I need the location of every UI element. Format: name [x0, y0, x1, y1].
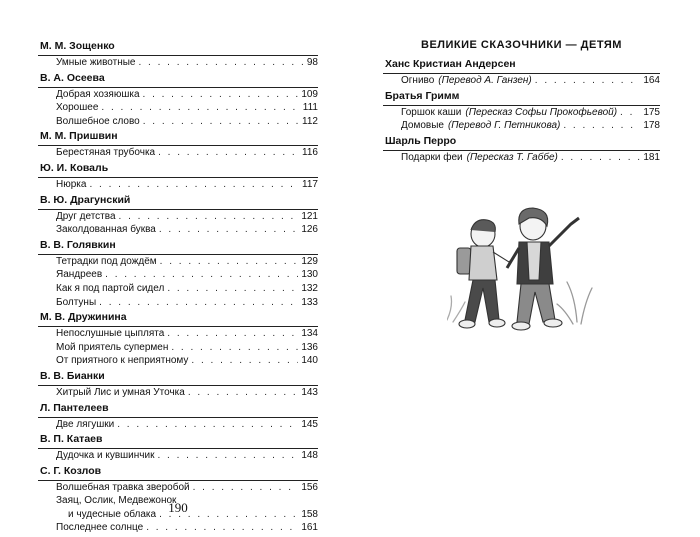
- entry-title: Хорошее: [56, 102, 99, 114]
- toc-entry[interactable]: [38, 449, 318, 463]
- entry-page: 130: [301, 269, 318, 281]
- leader-dots: [105, 268, 298, 282]
- entry-page: 121: [301, 210, 318, 222]
- entry-title-line2: и чудесные облака: [68, 508, 157, 520]
- entry-title: Непослушные цыплята: [56, 328, 165, 340]
- entry-title: Друг детства: [56, 210, 116, 222]
- entry-title: Добрая хозяюшка: [56, 88, 140, 100]
- toc-entry[interactable]: [383, 74, 660, 88]
- entry-title: Хитрый Лис и умная Уточка: [56, 386, 185, 398]
- leader-dots: [101, 101, 299, 115]
- entry-title: Последнее солнце: [56, 522, 144, 534]
- entry-page: 156: [301, 481, 318, 493]
- entry-page: 109: [301, 88, 318, 100]
- author-heading: М. М. Зощенко: [38, 38, 318, 56]
- entry-title: Умные животные: [56, 57, 136, 68]
- toc-entry[interactable]: [38, 255, 318, 269]
- leader-dots: [99, 296, 298, 310]
- entry-page: 158: [301, 508, 318, 520]
- entry-title: Болтуны: [56, 296, 97, 308]
- right-boy: [507, 208, 579, 330]
- leader-dots: [561, 151, 640, 165]
- toc-entry[interactable]: [38, 282, 318, 296]
- leader-dots: [167, 327, 298, 341]
- entry-title: От приятного к неприятному: [56, 355, 189, 367]
- entry-page: 111: [302, 102, 318, 114]
- leader-dots: [160, 255, 299, 269]
- toc-entry[interactable]: [38, 418, 318, 432]
- entry-note: (Пересказ Т. Габбе): [466, 151, 558, 163]
- leader-dots: [143, 115, 299, 129]
- author-heading: В. А. Осеева: [38, 70, 318, 88]
- toc-entry[interactable]: [38, 178, 318, 192]
- entry-page: 164: [643, 75, 660, 86]
- entry-page: 181: [643, 151, 660, 163]
- toc-entry[interactable]: [38, 223, 318, 237]
- two-boys-illustration: [447, 202, 595, 342]
- author-heading: М. М. Пришвин: [38, 128, 318, 146]
- entry-title: Волшебное слово: [56, 115, 140, 127]
- toc-entry[interactable]: [38, 296, 318, 310]
- leader-dots: [188, 386, 299, 400]
- entry-title: Заяц, Ослик, Медвежонок: [56, 495, 177, 507]
- entry-title: Мой приятель супермен: [56, 341, 169, 353]
- entry-page: 140: [301, 355, 318, 367]
- toc-entry[interactable]: [38, 386, 318, 400]
- author-heading: Л. Пантелеев: [38, 400, 318, 418]
- leader-dots: [139, 56, 304, 70]
- entry-page: 129: [301, 255, 318, 267]
- toc-entry[interactable]: [38, 354, 318, 368]
- left-toc: [38, 38, 318, 535]
- leader-dots: [167, 282, 298, 296]
- entry-note: (Перевод А. Ганзен): [438, 75, 532, 86]
- author-heading: М. В. Дружинина: [38, 309, 318, 327]
- toc-entry[interactable]: [38, 146, 318, 160]
- entry-page: 132: [301, 282, 318, 294]
- toc-entry[interactable]: [38, 115, 318, 129]
- leader-dots: [157, 449, 298, 463]
- toc-entry[interactable]: [38, 327, 318, 341]
- entry-title: Яандреев: [56, 269, 103, 281]
- toc-entry[interactable]: [383, 119, 660, 133]
- right-toc: [383, 56, 660, 164]
- entry-page: 145: [301, 418, 318, 430]
- entry-page: 117: [302, 178, 318, 190]
- leader-dots: [158, 146, 299, 160]
- entry-title: Тетрадки под дождём: [56, 255, 157, 267]
- author-heading: Шарль Перро: [383, 133, 660, 151]
- leader-dots: [563, 119, 640, 133]
- leader-dots: [146, 521, 298, 535]
- entry-title: Нюрка: [56, 178, 87, 190]
- author-heading: В. В. Голявкин: [38, 237, 318, 255]
- toc-entry[interactable]: [38, 88, 318, 102]
- entry-title: Две лягушки: [56, 418, 115, 430]
- toc-entry[interactable]: [38, 521, 318, 535]
- section-heading: ВЕЛИКИЕ СКАЗОЧНИКИ — ДЕТЯМ: [421, 39, 622, 51]
- leader-dots: [117, 418, 298, 432]
- entry-note: (Перевод Г. Петникова): [447, 120, 561, 132]
- leader-dots: [535, 74, 641, 88]
- toc-entry[interactable]: [38, 341, 318, 355]
- toc-entry[interactable]: [38, 101, 318, 115]
- entry-page: 112: [302, 115, 318, 127]
- entry-title: Огниво: [401, 75, 435, 86]
- entry-page: 126: [301, 224, 318, 236]
- author-heading: С. Г. Козлов: [38, 463, 318, 481]
- entry-page: 98: [306, 57, 318, 68]
- toc-entry[interactable]: [383, 151, 660, 165]
- toc-entry[interactable]: [38, 268, 318, 282]
- entry-page: 143: [301, 386, 318, 398]
- leader-dots: [159, 223, 298, 237]
- toc-entry[interactable]: [383, 106, 660, 120]
- entry-page: 161: [301, 522, 318, 534]
- leader-dots: [620, 106, 640, 120]
- entry-title: Заколдованная буква: [56, 224, 156, 236]
- page-number: 190: [168, 500, 188, 515]
- author-heading: Ю. И. Коваль: [38, 160, 318, 178]
- leader-dots: [193, 481, 299, 495]
- leader-dots: [171, 341, 298, 355]
- leader-dots: [191, 354, 298, 368]
- author-heading: Братья Гримм: [383, 88, 660, 106]
- author-heading: В. В. Бианки: [38, 368, 318, 386]
- entry-page: 178: [643, 120, 660, 132]
- entry-title: Как я под партой сидел: [56, 282, 165, 294]
- author-heading: В. Ю. Драгунский: [38, 192, 318, 210]
- leader-dots: [89, 178, 299, 192]
- entry-title: Домовые: [401, 120, 444, 132]
- leader-dots: [143, 88, 299, 102]
- toc-entry[interactable]: [38, 56, 318, 70]
- entry-page: 133: [301, 296, 318, 308]
- entry-page: 148: [301, 450, 318, 462]
- entry-title: Дудочка и кувшинчик: [56, 450, 155, 462]
- entry-title: Горшок каши: [401, 106, 462, 118]
- entry-note: (Пересказ Софьи Прокофьевой): [465, 106, 618, 118]
- leader-dots: [119, 210, 299, 224]
- left-boy: [457, 220, 513, 328]
- author-heading: Ханс Кристиан Андерсен: [383, 56, 660, 74]
- author-heading: В. П. Катаев: [38, 431, 318, 449]
- toc-entry[interactable]: [38, 210, 318, 224]
- entry-title: Подарки феи: [401, 151, 463, 163]
- entry-page: 116: [302, 147, 318, 159]
- toc-entry[interactable]: [38, 481, 318, 495]
- entry-page: 134: [301, 328, 318, 340]
- entry-title: Берестяная трубочка: [56, 147, 156, 159]
- entry-page: 136: [301, 341, 318, 353]
- entry-title: Волшебная травка зверобой: [56, 481, 190, 493]
- entry-page: 175: [643, 106, 660, 118]
